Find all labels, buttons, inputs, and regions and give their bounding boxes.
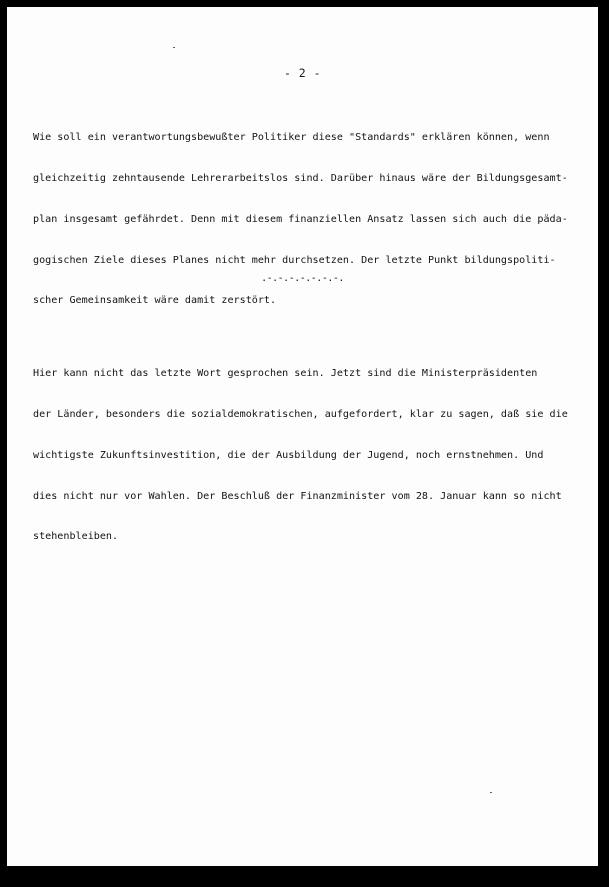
paragraph-1 xyxy=(33,104,573,335)
page-number: - 2 - xyxy=(283,66,322,80)
body-text xyxy=(33,104,573,576)
text-line: stehenbleiben. xyxy=(33,531,119,543)
end-separator: .-.-.-.-.-.-.-. xyxy=(261,273,344,284)
text-line: der Länder, besonders die sozialdemokratischen, aufgefordert, klar zu sagen, daß sie die xyxy=(33,409,568,421)
scan-speck xyxy=(173,47,175,48)
text-line: dies nicht nur vor Wahlen. Der Beschluß der Finanzminister vom 28. Januar kann so nicht xyxy=(33,490,562,502)
document-page xyxy=(7,7,598,866)
scan-speck xyxy=(490,792,492,793)
text-line: Hier kann nicht das letzte Wort gesprochen sein. Jetzt sind die Ministerpräsidenten xyxy=(33,368,538,380)
text-line: Wie soll ein verantwortungsbewußter Politiker diese "Standards" erklären können, wenn xyxy=(33,132,550,144)
text-line: gogischen Ziele dieses Planes nicht mehr durchsetzen. Der letzte Punkt bildungspoliti- xyxy=(33,254,556,266)
text-line: gleichzeitig zehntausende Lehrerarbeitslos sind. Darüber hinaus wäre der Bildungsgesamt- xyxy=(33,172,568,184)
text-line: plan insgesamt gefährdet. Denn mit diesem finanziellen Ansatz lassen sich auch die päda- xyxy=(33,213,568,225)
text-line: wichtigste Zukunftsinvestition, die der Ausbildung der Jugend, noch ernstnehmen. Und xyxy=(33,449,544,461)
paragraph-2 xyxy=(33,340,573,571)
text-line: scher Gemeinsamkeit wäre damit zerstört. xyxy=(33,295,277,307)
